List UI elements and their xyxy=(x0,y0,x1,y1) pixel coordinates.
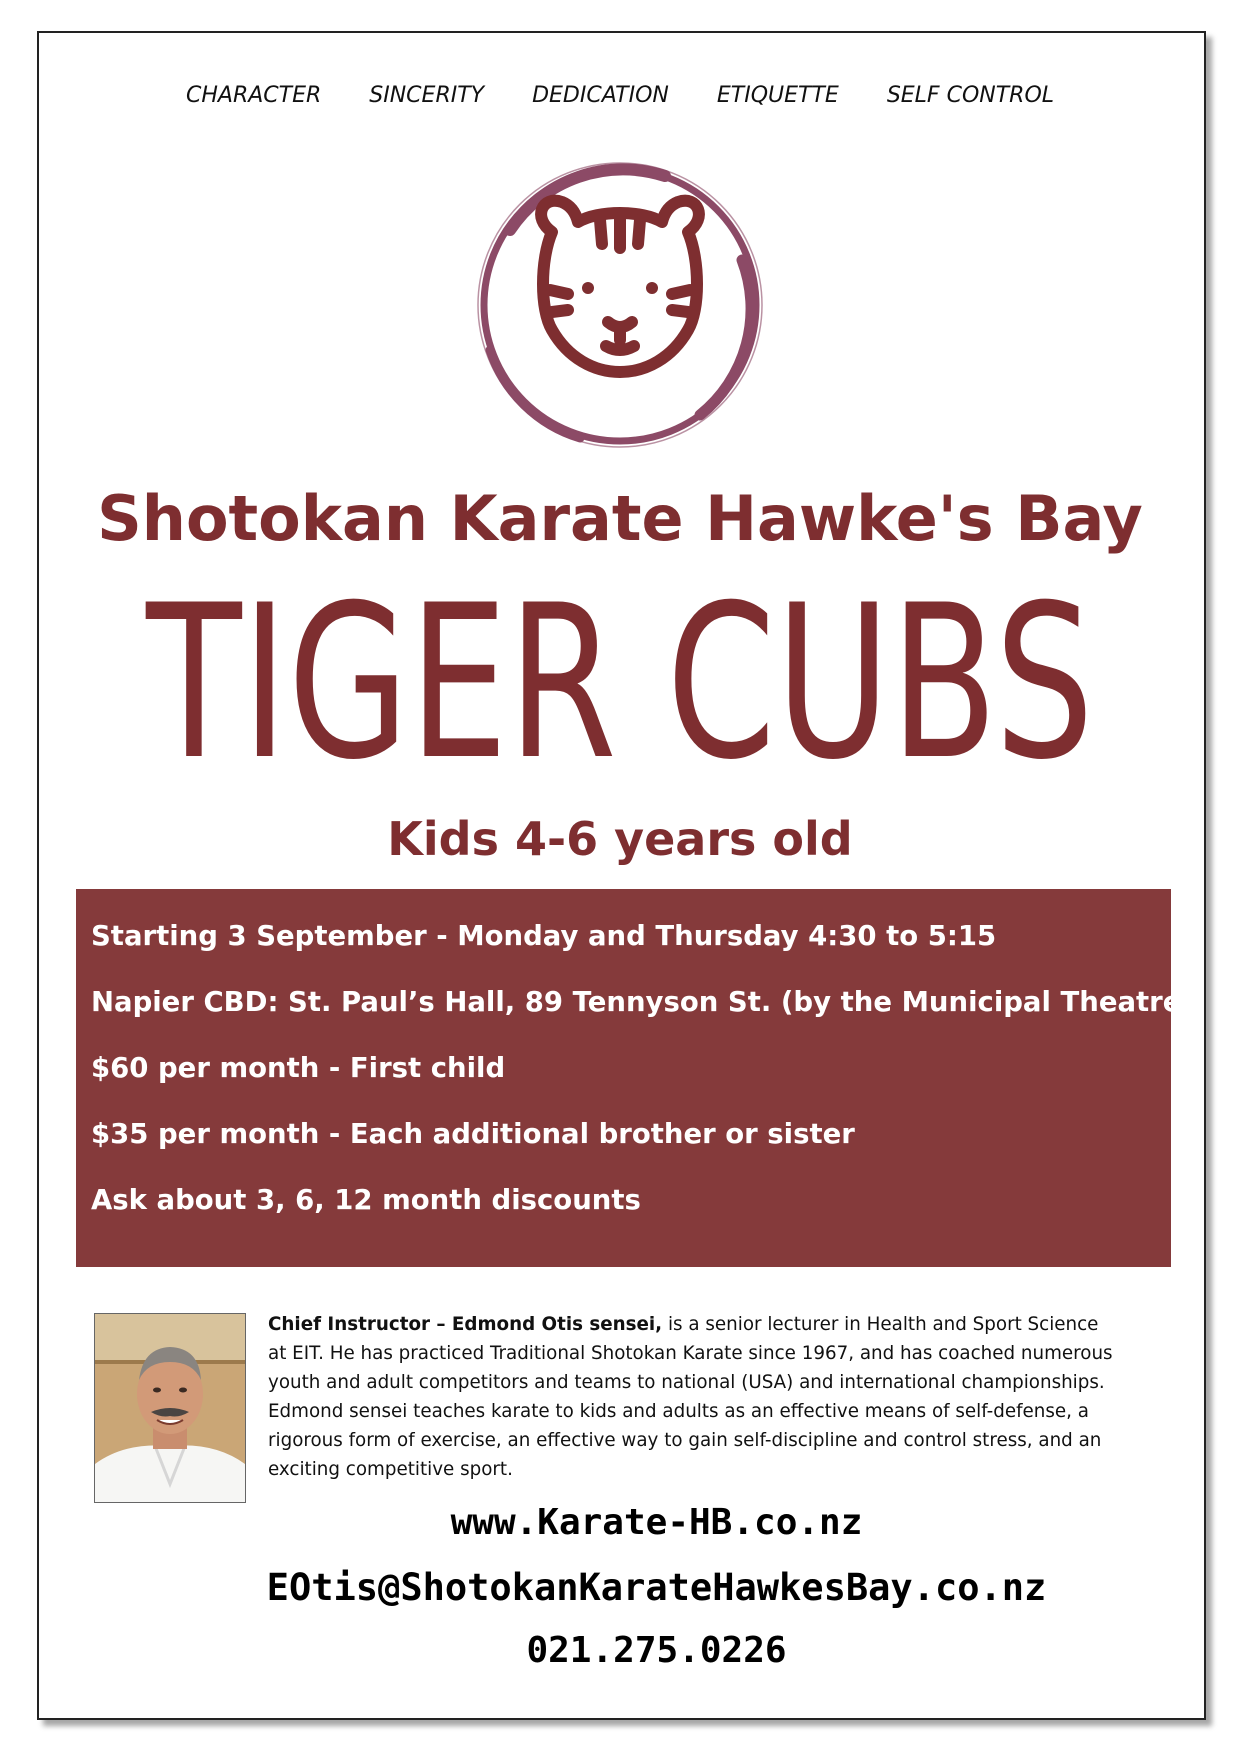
instructor-bio-text: is a senior lecturer in Health and Sport Science at EIT. He has practiced Traditional Shotokan Karate since 1967, and has coached numerous youth and adult competitors and teams to national (USA) and international championships. Edmond sensei teaches karate to kids and adults as an effective means of self-defense, a rigorous form of exercise, an effective way to gain self-discipline and control stress, and an exciting competitive sport. xyxy=(268,1314,1113,1480)
program-title xyxy=(0,578,1240,768)
value-self-control: SELF CONTROL xyxy=(886,83,1055,108)
values-bar xyxy=(0,83,1240,108)
value-dedication: DEDICATION xyxy=(532,83,669,108)
instructor-photo xyxy=(94,1313,246,1503)
brush-ring-icon xyxy=(478,163,762,447)
detail-schedule: Starting 3 September - Monday and Thursday 4:30 to 5:15 xyxy=(91,920,997,952)
age-range: Kids 4-6 years old xyxy=(387,812,853,866)
class-details-box xyxy=(76,889,1194,1267)
detail-price-sibling: $35 per month - Each additional brother or sister xyxy=(91,1118,855,1150)
program-name: TIGER CUBS xyxy=(145,578,1094,768)
detail-location: Napier CBD: St. Paul’s Hall, 89 Tennyson St. (by the Municipal Theatre) xyxy=(91,986,1194,1018)
instructor-bio xyxy=(268,1310,1118,1484)
club-name: Shotokan Karate Hawke's Bay xyxy=(97,482,1143,555)
instructor-heading: Chief Instructor – Edmond Otis sensei, xyxy=(268,1314,663,1335)
value-etiquette: ETIQUETTE xyxy=(716,83,839,108)
tiger-face-icon xyxy=(541,201,699,372)
website-link[interactable]: www.Karate-HB.co.nz xyxy=(450,1502,863,1543)
email-link[interactable]: EOtis@ShotokanKarateHawkesBay.co.nz xyxy=(266,1566,1047,1609)
value-sincerity: SINCERITY xyxy=(369,83,485,108)
detail-discounts: Ask about 3, 6, 12 month discounts xyxy=(91,1184,641,1216)
tiger-emblem xyxy=(450,140,790,470)
detail-price-first: $60 per month - First child xyxy=(91,1052,506,1084)
phone-number: 021.275.0226 xyxy=(526,1630,787,1671)
value-character: CHARACTER xyxy=(185,83,322,108)
